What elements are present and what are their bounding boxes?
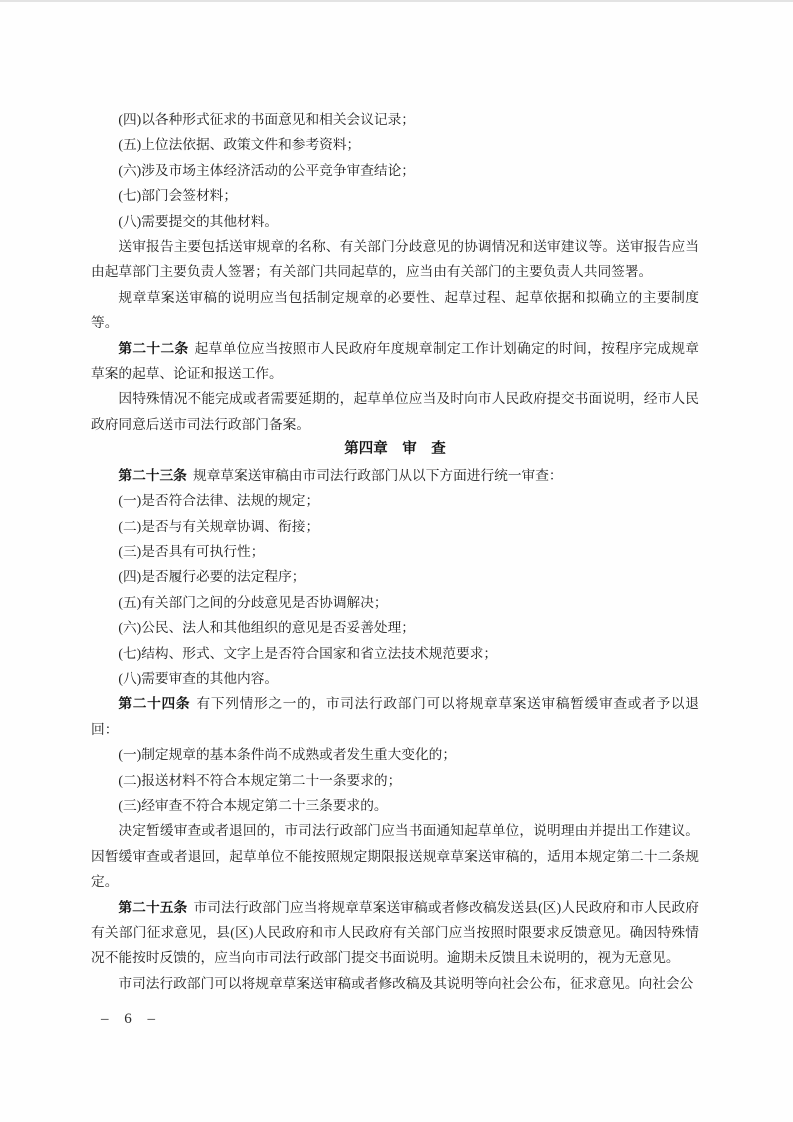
paragraph: 第二十二条 起草单位应当按照市人民政府年度规章制定工作计划确定的时间，按程序完成规章草案的起草、论证和报送工作。 (91, 340, 699, 382)
list-item: (六)公民、法人和其他组织的意见是否妥善处理； (118, 620, 415, 636)
document-body (91, 107, 699, 996)
article-number: 第二十三条 (118, 467, 187, 483)
article-number: 第二十二条 (118, 340, 189, 356)
page-number: – 6 – (101, 1011, 159, 1027)
list-item: (七)部门会签材料； (118, 188, 238, 204)
list-item: (二)报送材料不符合本规定第二十一条要求的； (118, 772, 402, 788)
paragraph: 因特殊情况不能完成或者需要延期的，起草单位应当及时向市人民政府提交书面说明，经市人民政府同意后送市司法行政部门备案。 (91, 391, 699, 432)
paragraph: 市司法行政部门可以将规章草案送审稿或者修改稿及其说明等向社会公布，征求意见。向社会公 (118, 975, 694, 991)
list-item: (六)涉及市场主体经济活动的公平竞争审查结论； (118, 162, 415, 178)
paragraph: 规章草案送审稿的说明应当包括制定规章的必要性、起草过程、起草依据和拟确立的主要制度等。 (91, 289, 699, 331)
list-item: (七)结构、形式、文字上是否符合国家和省立法技术规范要求； (118, 645, 498, 661)
list-item: (五)上位法依据、政策文件和参考资料； (118, 137, 361, 153)
list-item: (三)经审查不符合本规定第二十三条要求的。 (118, 797, 388, 813)
list-item: (八)需要审查的其他内容。 (118, 670, 279, 686)
list-item: (八)需要提交的其他材料。 (118, 213, 279, 229)
article-number: 第二十五条 (118, 899, 188, 915)
paragraph: 第二十五条 市司法行政部门应当将规章草案送审稿或者修改稿发送县(区)人民政府和市人民政府有关部门征求意见，县(区)人民政府和市人民政府有关部门应当按照时限要求反馈意见。确因特殊情况不能按时反馈的，应当向市司法行政部门提交书面说明。逾期未反馈且未说明的，视为无意见。 (91, 899, 699, 966)
chapter-heading: 第四章 审 查 (344, 441, 446, 458)
page-top-edge (0, 0, 793, 2)
paragraph: 决定暂缓审查或者退回的，市司法行政部门应当书面通知起草单位，说明理由并提出工作建议。因暂缓审查或者退回，起草单位不能按照规定期限报送规章草案送审稿的，适用本规定第二十二条规定。 (91, 823, 699, 890)
list-item: (一)制定规章的基本条件尚不成熟或者发生重大变化的； (118, 747, 457, 763)
article-number: 第二十四条 (118, 696, 191, 712)
paragraph: 送审报告主要包括送审规章的名称、有关部门分歧意见的协调情况和送审建议等。送审报告应当由起草部门主要负责人签署；有关部门共同起草的，应当由有关部门的主要负责人共同签署。 (91, 239, 699, 280)
paragraph: 第二十三条 规章草案送审稿由市司法行政部门从以下方面进行统一审查： (118, 467, 563, 483)
paragraph: 第二十四条 有下列情形之一的，市司法行政部门可以将规章草案送审稿暂缓审查或者予以退回： (91, 696, 699, 737)
list-item: (一)是否符合法律、法规的规定； (118, 493, 320, 509)
list-item: (三)是否具有可执行性； (118, 543, 265, 559)
list-item: (四)以各种形式征求的书面意见和相关会议记录； (118, 112, 415, 127)
list-item: (四)是否履行必要的法定程序； (118, 569, 306, 585)
list-item: (五)有关部门之间的分歧意见是否协调解决； (118, 594, 388, 610)
list-item: (二)是否与有关规章协调、衔接； (118, 518, 320, 534)
